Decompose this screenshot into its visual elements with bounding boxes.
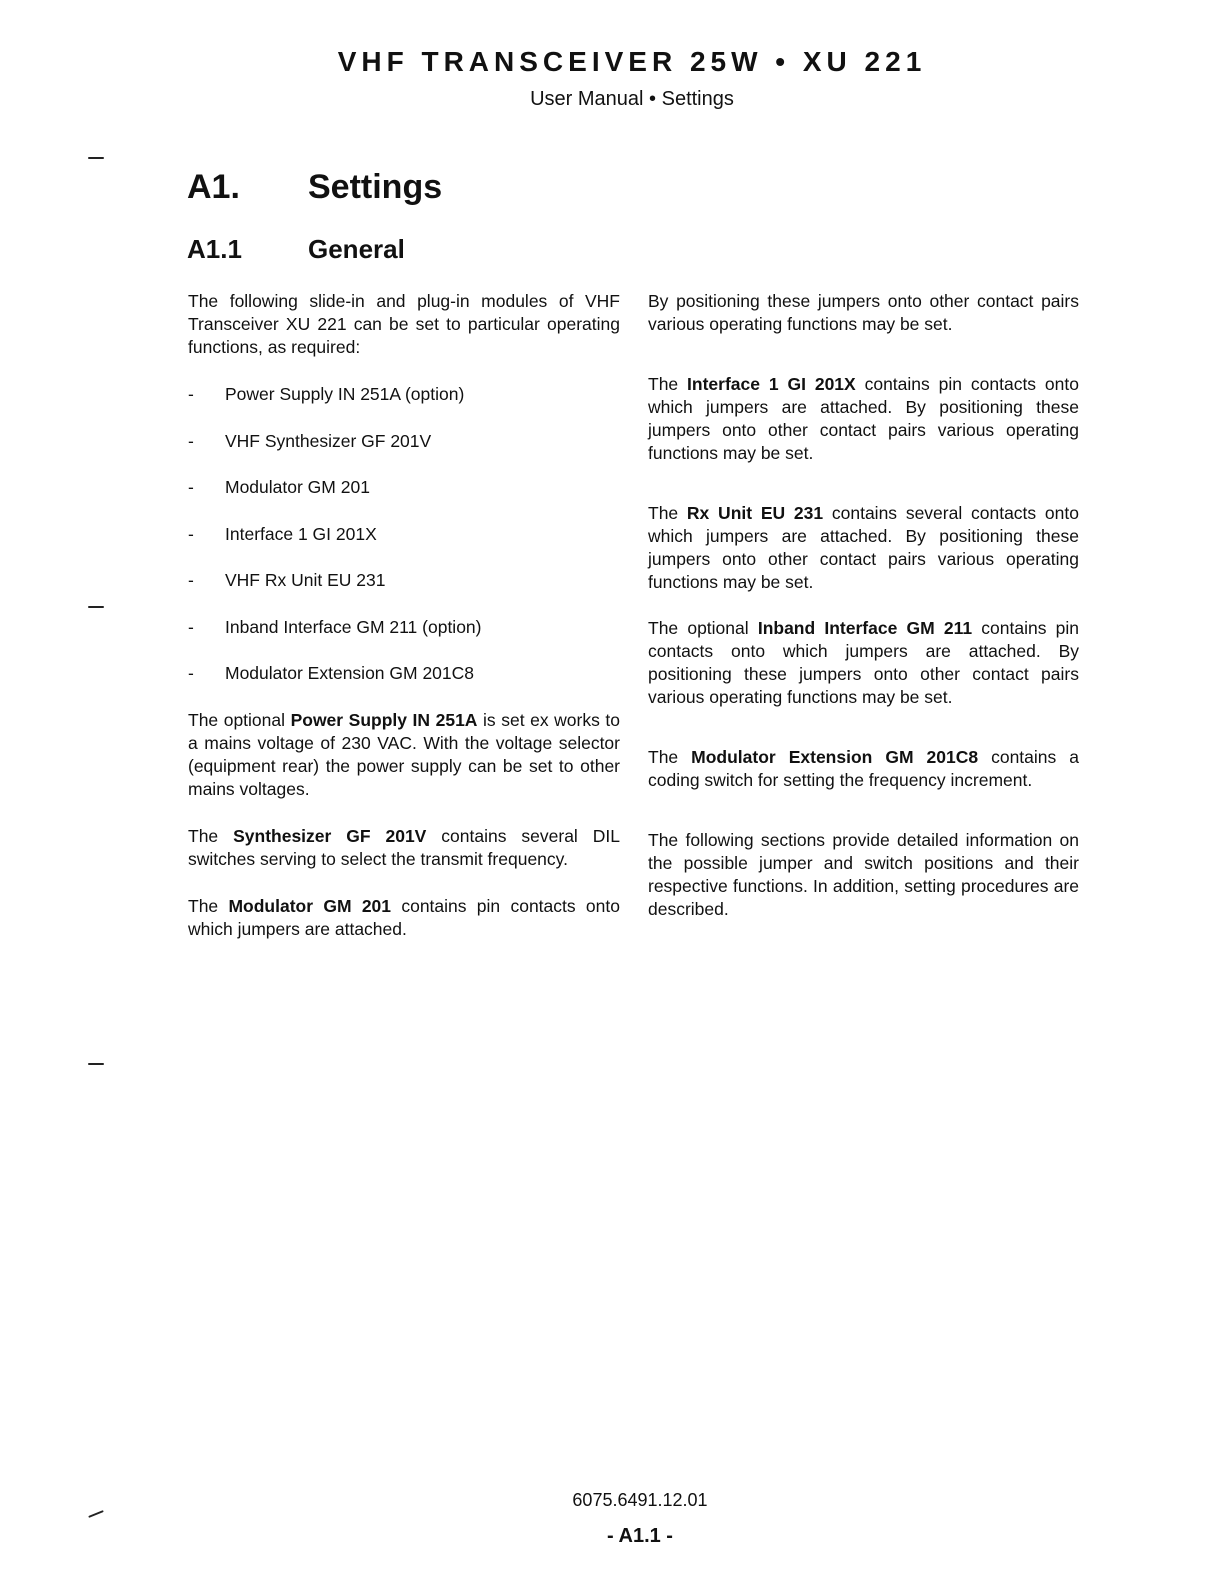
text-run: contains a coding switch for setting the frequency increment. bbox=[648, 747, 1079, 790]
inband-interface-paragraph bbox=[648, 617, 1079, 709]
list-dash: - bbox=[188, 523, 194, 544]
power-supply-paragraph bbox=[188, 709, 620, 801]
text-run: The optional bbox=[648, 618, 758, 638]
module-label: Power Supply IN 251A (option) bbox=[225, 384, 465, 404]
margin-mark bbox=[88, 606, 104, 608]
module-name-bold: Power Supply IN 251A bbox=[290, 710, 478, 730]
text-run: The bbox=[188, 896, 229, 916]
text-run: The optional bbox=[188, 710, 291, 730]
module-name-bold: Modulator GM 201 bbox=[228, 896, 392, 916]
subsection-title: General bbox=[308, 234, 405, 264]
section-heading bbox=[187, 168, 442, 207]
text-run: is set ex works to a mains voltage of 230 VAC. With the voltage selector (equipment rear) the power supply can be set to other mains voltages. bbox=[188, 710, 620, 799]
text-run: contains pin contacts onto which jumpers are attached. By positioning these jumpers onto other contact pairs various operating functions may be set. bbox=[648, 618, 1080, 707]
synthesizer-paragraph bbox=[188, 825, 620, 871]
text-run: The bbox=[648, 374, 688, 394]
subsection-number: A1.1 bbox=[187, 234, 242, 264]
document-number: 6075.6491.12.01 bbox=[572, 1490, 708, 1510]
document-header-subtitle: User Manual • Settings bbox=[530, 88, 734, 110]
module-name-bold: Inband Interface GM 211 bbox=[757, 618, 973, 638]
list-item bbox=[188, 616, 620, 639]
right-column bbox=[648, 290, 1079, 958]
list-item bbox=[188, 569, 620, 592]
list-item bbox=[188, 523, 620, 546]
document-header-title: VHF TRANSCEIVER 25W • XU 221 bbox=[337, 46, 927, 77]
module-label: Inband Interface GM 211 (option) bbox=[225, 616, 482, 637]
intro-paragraph: The following slide-in and plug-in modules of VHF Transceiver XU 221 can be set to particular operating functions, as required: bbox=[188, 291, 620, 357]
section-number: A1. bbox=[187, 168, 240, 206]
modulator-extension-paragraph bbox=[648, 746, 1079, 792]
following-sections-paragraph: The following sections provide detailed information on the possible jumper and switch positions and their respective functions. In addition, setting procedures are described. bbox=[648, 830, 1079, 919]
list-dash: - bbox=[188, 570, 194, 590]
text-run: The bbox=[648, 747, 692, 767]
modulator-paragraph bbox=[188, 895, 620, 941]
section-title: Settings bbox=[308, 168, 443, 206]
left-column bbox=[188, 290, 620, 965]
module-name-bold: Modulator Extension GM 201C8 bbox=[691, 747, 979, 767]
subsection-heading bbox=[187, 234, 405, 265]
rx-unit-paragraph bbox=[648, 502, 1079, 594]
interface-paragraph bbox=[648, 373, 1079, 465]
list-dash: - bbox=[188, 384, 194, 404]
list-dash: - bbox=[188, 616, 194, 637]
text-run: contains several DIL switches serving to select the transmit frequency. bbox=[188, 826, 620, 869]
module-list bbox=[188, 383, 620, 685]
list-dash: - bbox=[188, 477, 194, 497]
positioning-paragraph: By positioning these jumpers onto other contact pairs various operating functions may be set. bbox=[648, 291, 1079, 334]
module-label: Modulator Extension GM 201C8 bbox=[225, 663, 475, 683]
margin-mark bbox=[88, 1510, 104, 1518]
module-name-bold: Rx Unit EU 231 bbox=[686, 503, 824, 523]
module-label: Modulator GM 201 bbox=[225, 477, 370, 497]
list-item bbox=[188, 662, 620, 685]
module-label: VHF Rx Unit EU 231 bbox=[225, 570, 386, 590]
module-label: VHF Synthesizer GF 201V bbox=[225, 430, 432, 451]
page-number: - A1.1 - bbox=[607, 1525, 673, 1547]
margin-mark bbox=[88, 157, 104, 159]
text-run: contains pin contacts onto which jumpers are attached. By positioning these jumpers onto other contact pairs various operating functions may be set. bbox=[648, 374, 1079, 463]
list-item bbox=[188, 430, 620, 453]
text-run: The bbox=[188, 826, 234, 846]
module-name-bold: Synthesizer GF 201V bbox=[233, 826, 427, 846]
list-item bbox=[188, 476, 620, 499]
text-run: contains several contacts onto which jumpers are attached. By positioning these jumpers onto other contact pairs various operating functions may be set. bbox=[648, 503, 1079, 592]
list-dash: - bbox=[188, 663, 194, 683]
module-label: Interface 1 GI 201X bbox=[225, 523, 377, 544]
text-run: The bbox=[648, 503, 687, 523]
margin-mark bbox=[88, 1063, 104, 1065]
module-name-bold: Interface 1 GI 201X bbox=[687, 374, 856, 394]
list-item bbox=[188, 383, 620, 406]
text-run: contains pin contacts onto which jumpers are attached. bbox=[188, 896, 620, 939]
list-dash: - bbox=[188, 430, 194, 451]
